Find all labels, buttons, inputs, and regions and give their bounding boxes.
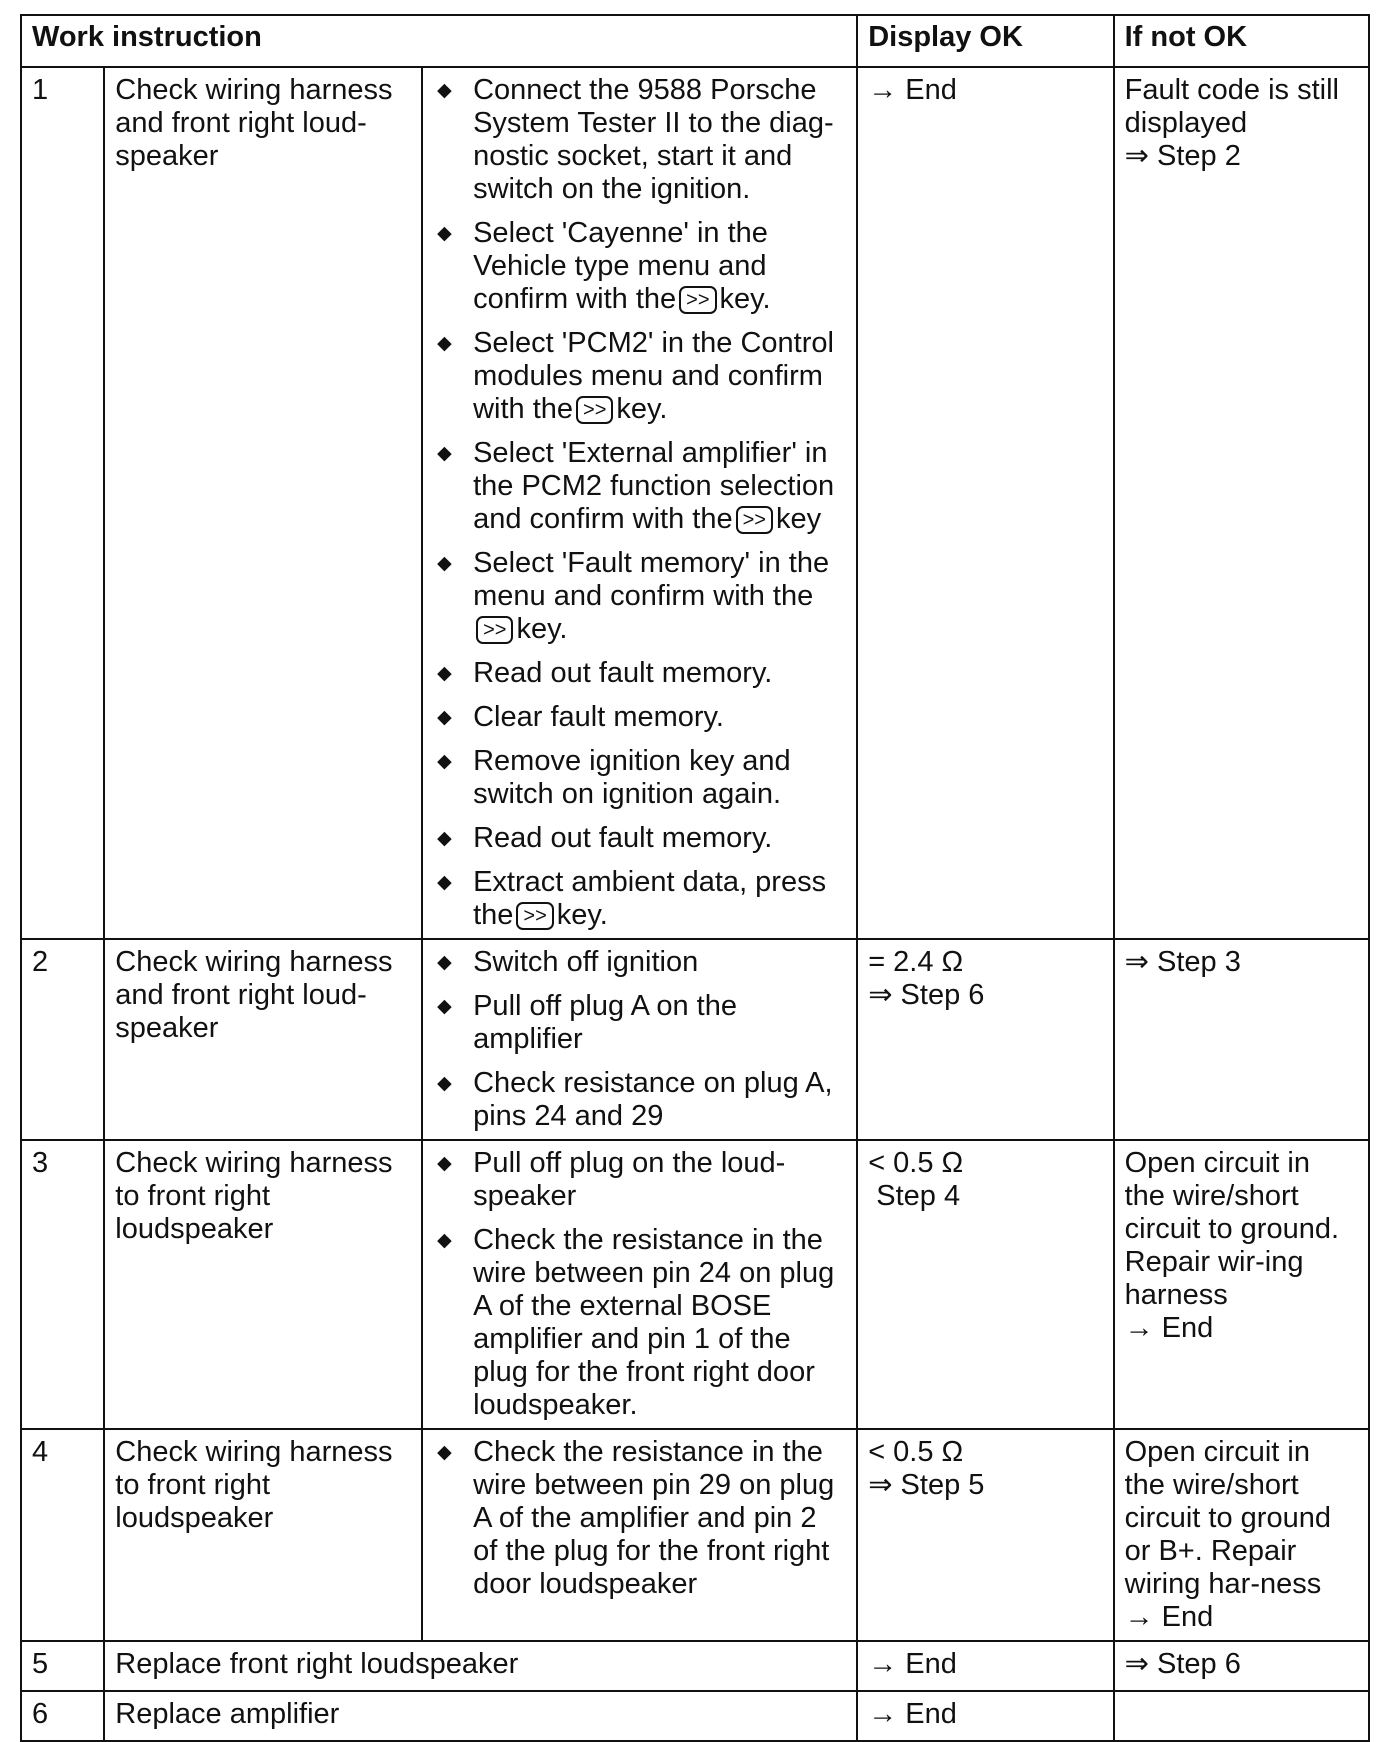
diamond-bullet-icon: ◆	[437, 707, 452, 728]
header-if-not-ok: If not OK	[1114, 15, 1369, 67]
step-if-not-ok	[1114, 67, 1369, 939]
action-item	[433, 946, 846, 979]
step-display-ok	[857, 1140, 1113, 1429]
step-if-not-ok	[1114, 1429, 1369, 1641]
action-item	[433, 822, 846, 855]
step-display-ok	[857, 1429, 1113, 1641]
action-text: Extract ambient data, press the	[473, 866, 827, 931]
forward-key-icon: >>	[516, 902, 553, 930]
if-not-ok-line: → End	[1124, 1601, 1214, 1633]
step-if-not-ok	[1114, 1641, 1369, 1691]
diamond-bullet-icon: ◆	[437, 223, 452, 244]
step-actions	[422, 1429, 857, 1641]
step-actions	[422, 1140, 857, 1429]
action-text: Clear fault memory.	[473, 701, 724, 733]
action-item	[433, 1436, 846, 1601]
display-ok-line: → End	[868, 1648, 957, 1680]
display-ok-line: < 0.5 Ω	[868, 1147, 964, 1179]
step-number: 1	[21, 67, 104, 939]
step-if-not-ok	[1114, 1140, 1369, 1429]
if-not-ok-line: ⇒ Step 2	[1124, 140, 1241, 172]
step-check: Check wiring harness to front right loudspeaker	[104, 1429, 422, 1641]
action-item	[433, 701, 846, 734]
action-item	[433, 745, 846, 811]
step-check: Check wiring harness and front right loud-speaker	[104, 939, 422, 1140]
action-text: Check the resistance in the wire between pin 24 on plug A of the external BOSE amplifier and pin 1 of the plug for the front right door loudspeaker.	[473, 1224, 835, 1421]
diamond-bullet-icon: ◆	[437, 663, 452, 684]
step-check: Check wiring harness and front right loud-speaker	[104, 67, 422, 939]
action-item	[433, 990, 846, 1056]
action-text: Pull off plug on the loud-speaker	[473, 1147, 786, 1212]
table-body	[21, 67, 1369, 1741]
action-text: Select 'Fault memory' in the menu and confirm with the	[473, 547, 830, 612]
step-number: 3	[21, 1140, 104, 1429]
diamond-bullet-icon: ◆	[437, 1073, 452, 1094]
diamond-bullet-icon: ◆	[437, 828, 452, 849]
table-row	[21, 1691, 1369, 1741]
forward-key-icon: >>	[736, 506, 773, 534]
work-instruction-table	[20, 14, 1370, 1742]
action-item	[433, 1067, 846, 1133]
action-text-after: key.	[616, 393, 668, 425]
step-number: 2	[21, 939, 104, 1140]
step-number: 5	[21, 1641, 104, 1691]
table-header-row	[21, 15, 1369, 67]
step-display-ok	[857, 67, 1113, 939]
step-if-not-ok	[1114, 1691, 1369, 1741]
if-not-ok-line: ⇒ Step 3	[1124, 946, 1241, 978]
action-text: Connect the 9588 Porsche System Tester II to the diag-nostic socket, start it and switch on the ignition.	[473, 74, 834, 205]
action-text: Select 'PCM2' in the Control modules menu and confirm with the	[473, 327, 834, 425]
action-text: Select 'External amplifier' in the PCM2 function selection and confirm with the	[473, 437, 835, 535]
action-item	[433, 547, 846, 646]
header-display-ok: Display OK	[857, 15, 1113, 67]
step-display-ok	[857, 1641, 1113, 1691]
diamond-bullet-icon: ◆	[437, 443, 452, 464]
work-instruction-sheet	[20, 14, 1370, 1742]
action-item	[433, 1147, 846, 1213]
display-ok-line: Step 4	[868, 1180, 961, 1212]
header-work-instruction: Work instruction	[21, 15, 857, 67]
forward-key-icon: >>	[576, 396, 613, 424]
step-instruction: Replace front right loudspeaker	[104, 1641, 857, 1691]
table-row	[21, 1429, 1369, 1641]
display-ok-line: → End	[868, 1698, 957, 1730]
step-number: 4	[21, 1429, 104, 1641]
display-ok-line: = 2.4 Ω	[868, 946, 964, 978]
action-text: Read out fault memory.	[473, 822, 773, 854]
if-not-ok-line: ⇒ Step 6	[1124, 1648, 1241, 1680]
action-text: Switch off ignition	[473, 946, 699, 978]
if-not-ok-line: Open circuit in the wire/short circuit to ground. Repair wir-ing harness	[1124, 1147, 1340, 1311]
action-text-after: key.	[516, 613, 568, 645]
diamond-bullet-icon: ◆	[437, 996, 452, 1017]
diamond-bullet-icon: ◆	[437, 751, 452, 772]
action-item	[433, 327, 846, 426]
step-actions	[422, 939, 857, 1140]
step-number: 6	[21, 1691, 104, 1741]
action-text-after: key.	[556, 899, 608, 931]
display-ok-line: ⇒ Step 6	[868, 979, 985, 1011]
action-text: Read out fault memory.	[473, 657, 773, 689]
table-row	[21, 1140, 1369, 1429]
step-actions	[422, 67, 857, 939]
action-item	[433, 217, 846, 316]
diamond-bullet-icon: ◆	[437, 553, 452, 574]
display-ok-line: → End	[868, 74, 957, 106]
action-text: Remove ignition key and switch on ignition again.	[473, 745, 791, 810]
table-row	[21, 1641, 1369, 1691]
action-item	[433, 74, 846, 206]
action-text-after: key.	[719, 283, 771, 315]
diamond-bullet-icon: ◆	[437, 952, 452, 973]
step-if-not-ok	[1114, 939, 1369, 1140]
step-display-ok	[857, 1691, 1113, 1741]
step-check: Check wiring harness to front right loudspeaker	[104, 1140, 422, 1429]
action-text: Pull off plug A on the amplifier	[473, 990, 737, 1055]
diamond-bullet-icon: ◆	[437, 1230, 452, 1251]
diamond-bullet-icon: ◆	[437, 1442, 452, 1463]
action-item	[433, 657, 846, 690]
action-item	[433, 866, 846, 932]
if-not-ok-line: Fault code is still displayed	[1124, 74, 1339, 139]
step-display-ok	[857, 939, 1113, 1140]
table-row	[21, 67, 1369, 939]
diamond-bullet-icon: ◆	[437, 1153, 452, 1174]
action-text-after: key	[775, 503, 822, 535]
step-instruction: Replace amplifier	[104, 1691, 857, 1741]
action-text: Check resistance on plug A, pins 24 and 29	[473, 1067, 833, 1132]
display-ok-line: < 0.5 Ω	[868, 1436, 964, 1468]
action-item	[433, 1224, 846, 1422]
action-text: Select 'Cayenne' in the Vehicle type menu and confirm with the	[473, 217, 768, 315]
table-row	[21, 939, 1369, 1140]
if-not-ok-line: Open circuit in the wire/short circuit to ground or B+. Repair wiring har-ness	[1124, 1436, 1331, 1600]
diamond-bullet-icon: ◆	[437, 872, 452, 893]
action-text: Check the resistance in the wire between pin 29 on plug A of the amplifier and pin 2 of the plug for the front right door loudspeaker	[473, 1436, 835, 1600]
diamond-bullet-icon: ◆	[437, 333, 452, 354]
display-ok-line: ⇒ Step 5	[868, 1469, 985, 1501]
forward-key-icon: >>	[476, 616, 513, 644]
diamond-bullet-icon: ◆	[437, 80, 452, 101]
if-not-ok-line: → End	[1124, 1312, 1214, 1344]
forward-key-icon: >>	[679, 286, 716, 314]
action-item	[433, 437, 846, 536]
